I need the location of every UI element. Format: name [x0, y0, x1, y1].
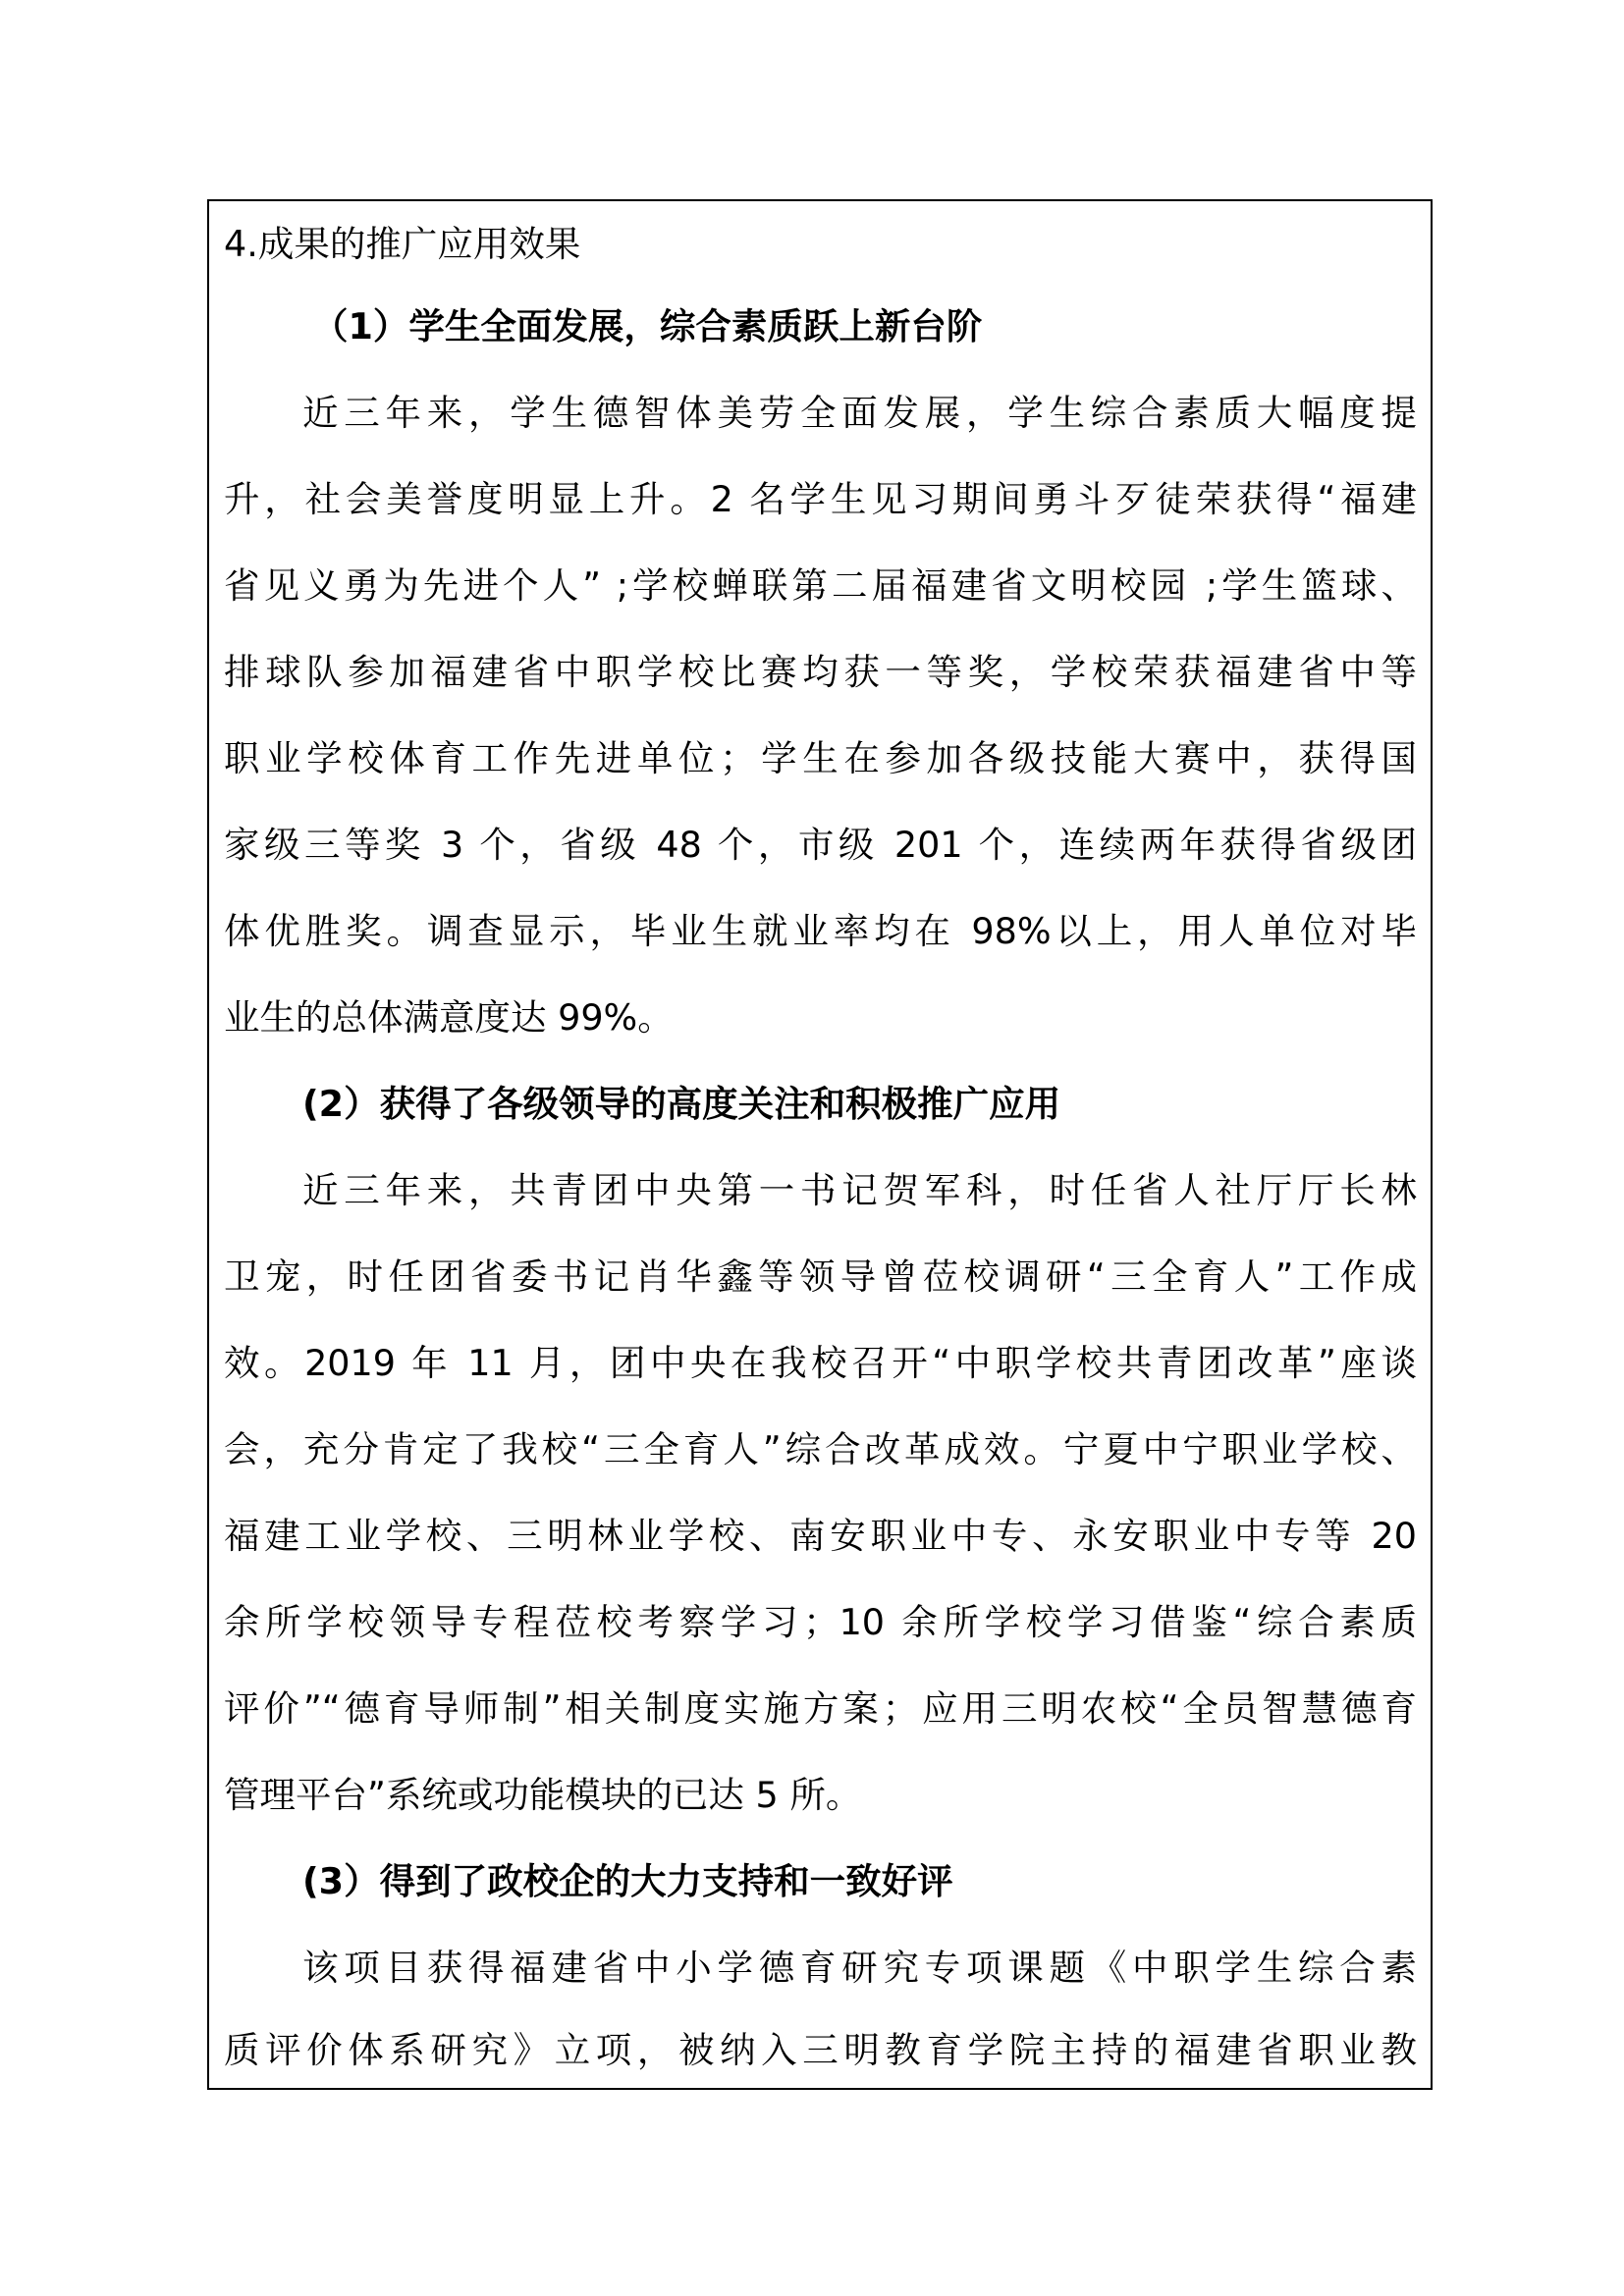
paragraph-1-line-8: 业生的总体满意度达 99%。 [224, 996, 674, 1039]
paragraph-1-line-7: 体优胜奖。调查显示，毕业生就业率均在 98%以上，用人单位对毕 [224, 910, 1417, 952]
paragraph-3-line-1: 该项目获得福建省中小学德育研究专项课题《中职学生综合素 [302, 1947, 1417, 1989]
paragraph-2-line-7: 评价”“德育导师制”相关制度实施方案；应用三明农校“全员智慧德育 [224, 1687, 1417, 1730]
paragraph-2-line-3: 效。2019 年 11 月，团中央在我校召开“中职学校共青团改革”座谈 [224, 1342, 1417, 1384]
paragraph-1-line-1: 近三年来，学生德智体美劳全面发展，学生综合素质大幅度提 [302, 392, 1417, 434]
paragraph-1-line-3: 省见义勇为先进个人” ;学校蝉联第二届福建省文明校园 ;学生篮球、 [224, 564, 1417, 607]
paragraph-2-line-6: 余所学校领导专程莅校考察学习；10 余所学校学习借鉴“综合素质 [224, 1601, 1417, 1643]
paragraph-1-line-2: 升，社会美誉度明显上升。2 名学生见习期间勇斗歹徒荣获得“福建 [224, 478, 1417, 520]
section-title: 4.成果的推广应用效果 [224, 223, 581, 265]
paragraph-1-line-5: 职业学校体育工作先进单位；学生在参加各级技能大赛中，获得国 [224, 737, 1417, 779]
paragraph-1-line-6: 家级三等奖 3 个，省级 48 个，市级 201 个，连续两年获得省级团 [224, 824, 1417, 866]
paragraph-2-line-1: 近三年来，共青团中央第一书记贺军科，时任省人社厅厅长林 [302, 1169, 1417, 1211]
heading-3: (3）得到了政校企的大力支持和一致好评 [302, 1860, 953, 1902]
paragraph-2-line-4: 会，充分肯定了我校“三全育人”综合改革成效。宁夏中宁职业学校、 [224, 1428, 1417, 1470]
paragraph-1-line-4: 排球队参加福建省中职学校比赛均获一等奖，学校荣获福建省中等 [224, 651, 1417, 693]
paragraph-3-line-2: 质评价体系研究》立项，被纳入三明教育学院主持的福建省职业教 [224, 2029, 1417, 2071]
heading-2: (2）获得了各级领导的高度关注和积极推广应用 [302, 1083, 1061, 1125]
paragraph-2-line-5: 福建工业学校、三明林业学校、南安职业中专、永安职业中专等 20 [224, 1515, 1417, 1557]
document-frame [207, 199, 1433, 2090]
paragraph-2-line-8: 管理平台”系统或功能模块的已达 5 所。 [224, 1774, 862, 1816]
paragraph-2-line-2: 卫宠，时任团省委书记肖华鑫等领导曾莅校调研“三全育人”工作成 [224, 1255, 1417, 1298]
heading-1: （1）学生全面发展，综合素质跃上新台阶 [312, 305, 983, 347]
